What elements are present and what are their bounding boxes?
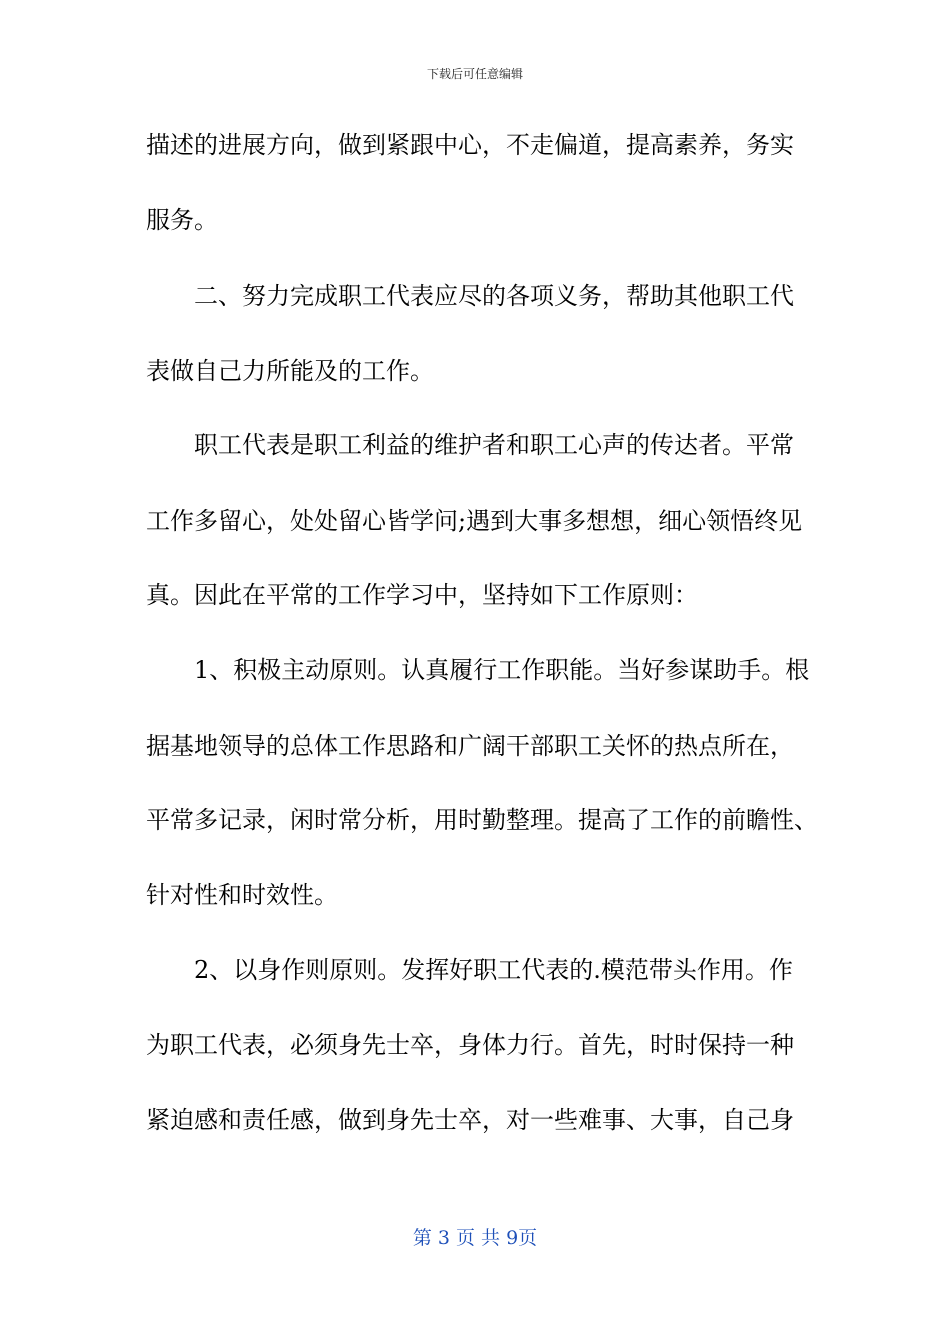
text-line: 平常多记录，闲时常分析，用时勤整理。提高了工作的前瞻性、 <box>146 806 818 834</box>
text-line: 表做自己力所能及的工作。 <box>146 357 434 385</box>
text-line: 针对性和时效性。 <box>146 881 338 909</box>
text-line: 服务。 <box>146 206 218 234</box>
text-line: 工作多留心，处处留心皆学问;遇到大事多想想，细心领悟终见 <box>146 507 803 535</box>
text-line: 2、以身作则原则。发挥好职工代表的.模范带头作用。作 <box>194 956 793 984</box>
text-line: 职工代表是职工利益的维护者和职工心声的传达者。平常 <box>194 431 794 459</box>
text-line: 为职工代表，必须身先士卒，身体力行。首先，时时保持一种 <box>146 1031 794 1059</box>
text-line: 描述的进展方向，做到紧跟中心，不走偏道，提高素养，务实 <box>146 131 794 159</box>
text-line: 1、积极主动原则。认真履行工作职能。当好参谋助手。根 <box>194 656 810 684</box>
page-header: 下载后可任意编辑 <box>426 67 523 81</box>
text-line: 真。因此在平常的工作学习中，坚持如下工作原则： <box>146 581 698 609</box>
text-line: 据基地领导的总体工作思路和广阔干部职工关怀的热点所在， <box>146 732 794 760</box>
page-number-footer: 第 3 页 共 9页 <box>412 1227 538 1249</box>
text-line: 紧迫感和责任感，做到身先士卒，对一些难事、大事，自己身 <box>146 1106 794 1134</box>
text-line: 二、努力完成职工代表应尽的各项义务，帮助其他职工代 <box>194 282 794 310</box>
